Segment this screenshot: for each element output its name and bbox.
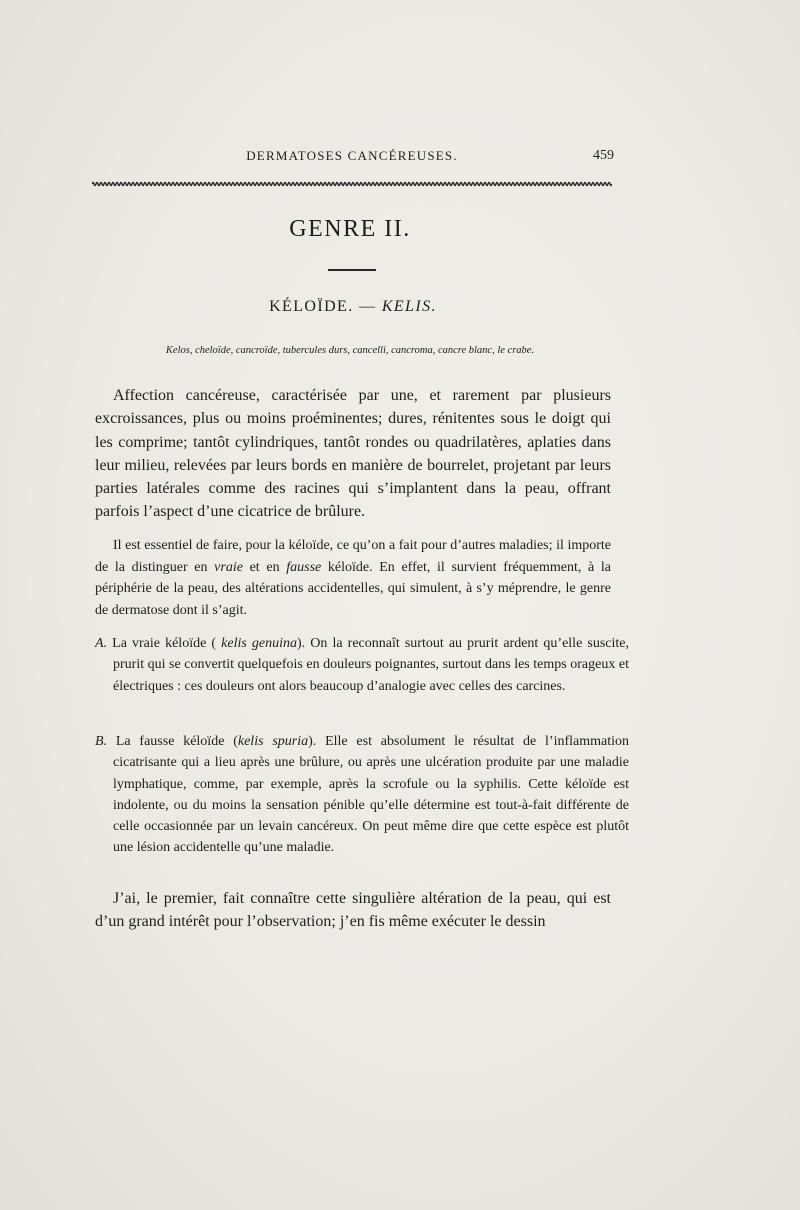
ornamental-rule: [92, 180, 612, 188]
intro-paragraph: [95, 535, 611, 621]
running-head: [90, 148, 614, 168]
item-a-letter: A.: [95, 636, 108, 651]
section-title-main: KÉLOÏDE. —: [269, 298, 377, 315]
definition-paragraph: Affection cancéreuse, caractérisée par une, et rarement par plusieurs excroissances, plus ou moins proéminentes; dures, rénitentes sous le doigt qui les comprime; tantôt cylindriques, tantôt rondes ou quadrilatères, aplaties dans leur milieu, relevées par leurs bords en manière de bourrelet, projetant par leurs parties latérales comme des racines qui s’implantent dans la peau, offrant parfois l’aspect d’une cicatrice de brûlure.: [95, 387, 611, 521]
item-b-latin: kelis spuria: [237, 734, 309, 749]
item-b-text-1: La fausse kéloïde (: [107, 734, 238, 749]
page-number: 459: [593, 148, 614, 163]
list-item-b: [95, 731, 629, 859]
closing-paragraph: J’ai, le premier, fait connaître cette singulière altération de la peau, qui est d’un grand intérêt pour l’observation; j’en fis même exécuter le dessin: [95, 890, 611, 931]
intro-text-2: et en: [242, 559, 287, 575]
item-b-letter: B.: [95, 734, 108, 749]
heading-divider: [328, 269, 376, 271]
synonyms-line: Kelos, cheloïde, cancroïde, tubercules durs, cancelli, cancroma, cancre blanc, le crabe.: [165, 345, 535, 356]
intro-text-3: kéloïde. En effet, il survient fréquemment, à la périphérie de la peau, des altérations accidentelles, qui simulent, à s’y méprendre, le genre de dermatose dont il s’agit.: [95, 559, 611, 618]
genre-heading: GENRE II.: [289, 216, 411, 242]
intro-emphasis-vraie: vraie: [214, 559, 243, 575]
running-title: DERMATOSES CANCÉREUSES.: [246, 148, 458, 163]
item-a-latin: kelis genuina: [221, 636, 298, 651]
item-a-text-1: La vraie kéloïde (: [107, 636, 222, 651]
item-a-text-2: ). On la reconnaît surtout au prurit ardent qu’elle suscite, prurit qui se convertit quelquefois en douleurs poignantes, surtout dans les temps orageux et électriques : ces douleurs ont alors beaucoup d’analogie avec celles des carcines.: [113, 636, 629, 694]
section-title-latin: KELIS.: [381, 298, 437, 315]
item-b-text-2: ). Elle est absolument le résultat de l’inflammation cicatrisante qui a lieu après une brûlure, ou après une ulcération produite par une maladie lymphatique, comme, par exemple, après la scrofule ou la syphilis. Cette kéloïde est indolente, ou du moins la sensation pénible qu’elle détermine est tout-à-fait différente de celle occasionnée par un levain cancéreux. On peut même dire que cette espèce est plutôt une lésion accidentelle qu’une maladie.: [113, 734, 630, 856]
list-item-a: [95, 633, 629, 697]
intro-text-1: Il est essentiel de faire, pour la kéloïde, ce qu’on a fait pour d’autres maladies; il importe de la distinguer en: [95, 538, 611, 575]
section-title: [0, 298, 706, 316]
intro-emphasis-fausse: fausse: [286, 559, 322, 575]
